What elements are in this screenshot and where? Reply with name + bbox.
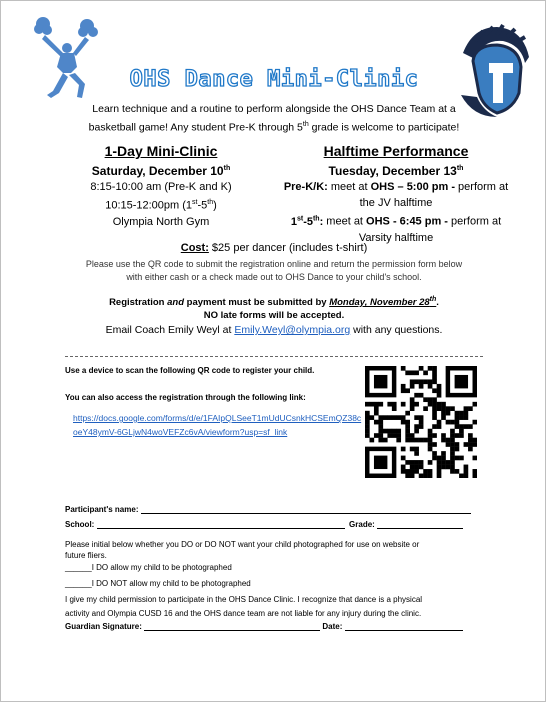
clinic-date [51, 161, 271, 179]
older-text-2: perform at [451, 215, 502, 228]
permission-line-2: activity and Olympia CUSD 16 and the OHS dance team are not liable for any injury during the clinic. [65, 609, 422, 618]
halftime-older-line-2: Varsity halftime [358, 231, 434, 244]
deadline-text-b: payment must be submitted by [184, 297, 330, 309]
cost-label: Cost: [180, 242, 209, 254]
intro-line-1: Learn technique and a routine to perform alongside the OHS Dance Team at a [92, 103, 456, 115]
cut-line-divider [65, 356, 483, 357]
clinic-location: Olympia North Gym [112, 215, 210, 228]
deadline-em: and [167, 297, 185, 309]
cost-line [1, 242, 546, 254]
older-text-1: meet at [323, 215, 367, 228]
deadline-notice [61, 294, 487, 322]
prek-text-1: meet at [327, 181, 371, 193]
photo-do-text: I DO allow my child to be photographed [91, 563, 232, 572]
school-grade-row [65, 519, 463, 529]
older-label-a: 1 [290, 215, 297, 228]
intro-line-2-a: basketball game! Any student Pre-K through 5 [88, 121, 303, 134]
photo-donot-initial-field[interactable]: ______ [65, 579, 92, 588]
intro-sup: th [302, 121, 309, 128]
clinic-time-2-sup2: th [207, 199, 214, 206]
halftime-prek-line [269, 179, 523, 195]
qr-note-line-2: with either cash or a check made out to OHS Dance to your child's school. [126, 271, 422, 282]
clinic-date-sup: th [223, 165, 231, 172]
grade-field[interactable] [377, 519, 463, 529]
prek-bold: OHS – 5:00 pm - [370, 181, 459, 193]
intro-line-2-b: grade is welcome to participate! [308, 121, 460, 134]
participant-name-field[interactable] [141, 504, 471, 514]
registration-qr-code[interactable] [365, 366, 477, 478]
coach-email-link[interactable]: Emily.Weyl@olympia.org [234, 324, 351, 336]
clinic-date-text: Saturday, December 10 [91, 164, 224, 178]
permission-statement [65, 593, 495, 621]
clinic-heading: 1-Day Mini-Clinic [104, 143, 218, 159]
photo-consent-intro [65, 539, 485, 561]
older-label-sup2: th [312, 215, 320, 222]
photo-intro-1: Please initial below whether you DO or DO NOT want your child photographed for use on website or [65, 540, 420, 549]
scan-instructions: Use a device to scan the following QR code to register your child. [65, 366, 315, 375]
photo-intro-2: future fliers. [65, 551, 107, 560]
deadline-line-2: NO late forms will be accepted. [203, 309, 345, 321]
date-label: Date: [322, 622, 343, 631]
clinic-time-2-b: -5 [197, 199, 208, 212]
school-label: School: [65, 520, 95, 529]
older-label-c: : [319, 215, 324, 228]
photo-do-initial-field[interactable]: ______ [65, 563, 92, 572]
clinic-time-2-c: ) [213, 199, 217, 212]
clinic-time-2 [51, 195, 271, 214]
registration-link[interactable]: https://docs.google.com/forms/d/e/1FAIpQLSeeT1mUdUCsnkHCSEmQZ38coeY48ymV-6GLjwN4woVEFZc6vA/viewform?usp=sf_link [73, 413, 362, 437]
qr-instructions [61, 258, 487, 283]
participant-name-row [65, 504, 471, 514]
halftime-date [269, 161, 523, 179]
deadline-line-1 [61, 294, 487, 310]
date-field[interactable] [345, 621, 463, 631]
halftime-prek-line-2: the JV halftime [359, 197, 433, 209]
guardian-signature-field[interactable] [144, 621, 320, 631]
clinic-time-2-a: 10:15-12:00pm (1 [105, 199, 193, 212]
photo-donot-text: I DO NOT allow my child to be photographed [91, 579, 251, 588]
clinic-time-2-sup1: st [192, 199, 198, 206]
halftime-date-sup: th [456, 165, 464, 172]
intro-line-2 [61, 117, 487, 136]
contact-text-b: with any questions. [350, 324, 443, 336]
contact-line [1, 324, 546, 336]
halftime-older-line [269, 211, 523, 230]
grade-label: Grade: [349, 520, 375, 529]
cost-text: $25 per dancer (includes t-shirt) [208, 242, 368, 254]
halftime-column [269, 143, 523, 246]
participant-label: Participant's name: [65, 505, 139, 514]
older-bold: OHS - 6:45 pm - [366, 215, 452, 228]
prek-label: Pre-K/K: [283, 181, 328, 193]
older-label [291, 216, 323, 228]
guardian-signature-row [65, 621, 463, 631]
flyer-title: OHS Dance Mini-Clinic [129, 67, 419, 92]
photo-do-row [65, 563, 232, 572]
deadline-date [329, 297, 436, 308]
halftime-heading: Halftime Performance [323, 143, 469, 159]
deadline-text-a: Registration [109, 297, 168, 309]
school-field[interactable] [97, 519, 345, 529]
clinic-time-1: 8:15-10:00 am (Pre-K and K) [90, 181, 232, 193]
intro-text [61, 102, 487, 136]
halftime-date-text: Tuesday, December 13 [328, 164, 457, 178]
clinic-column [51, 143, 271, 230]
link-instructions: You can also access the registration through the following link: [65, 393, 306, 402]
qr-note-line-1: Please use the QR code to submit the registration online and return the permission form below [85, 259, 463, 269]
guardian-label: Guardian Signature: [65, 622, 142, 631]
deadline-text-c: . [436, 297, 439, 309]
older-label-b: -5 [303, 215, 313, 228]
deadline-date-sup: th [429, 296, 437, 303]
permission-line-1: I give my child permission to participate in the OHS Dance Clinic. I recognize that dance is a physical [65, 595, 423, 604]
photo-donot-row [65, 579, 251, 588]
older-label-sup1: st [296, 215, 304, 222]
contact-text-a: Email Coach Emily Weyl at [105, 324, 235, 336]
deadline-date-text: Monday, November 28 [329, 297, 430, 309]
prek-text-2: perform at [458, 181, 509, 193]
